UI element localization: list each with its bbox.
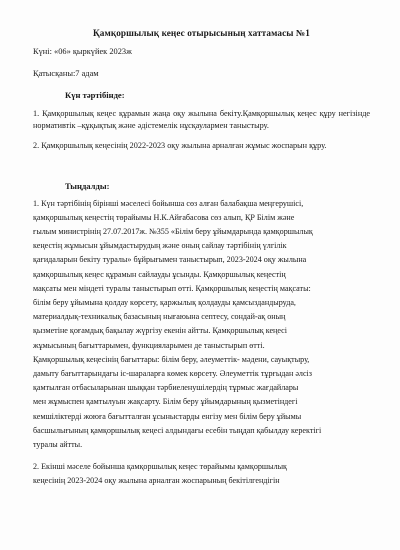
resolution-1-line: материалдық-техникалық базасының нығаюына септесу, сондай-ақ оның [33, 312, 286, 322]
resolution-1-line: дамыту бағыттарындағы іс-шараларға көмек көрсету. Әлеуметтік тұрғыдан әлсіз [33, 369, 313, 379]
resolution-1 [33, 197, 370, 453]
document-title: Қамқоршылық кеңес отырысының хаттамасы №1 [93, 28, 310, 38]
resolution-1-line: 1. Күн тәртібінің бірінші мәселесі бойынша сөз алған балабақша меңгерушісі, [33, 198, 304, 208]
resolution-1-line: білім беру ұйымына қолдау көрсету, қаржылық қолдауды қамсыздандыруда, [33, 298, 296, 308]
resolution-1-line: кемшіліктерді жоюға бағытталған ұсыныстарды енгізу мен білім беру ұйымы [33, 411, 302, 421]
agenda-item-1: 1. Қамқоршылық кеңес құрамын жаңа оқу жылына бекіту.Қамқоршылық кеңес құру негізінде нормативтік –құқықтық және әдістемелік нұсқаулармен таныстыру. [33, 109, 370, 131]
resolution-1-line: Қамқоршылық кеңесінің бағыттары: білім беру, әлеуметтік- мәдени, сауықтыру, [33, 354, 310, 364]
resolution-1-line: қамтылған отбасыларынан шыққан тәрбиеленушілердің тұрмыс жағдайлары [33, 383, 299, 393]
resolution-1-line: туралы айтты. [33, 440, 83, 450]
resolution-1-line: қамқоршылық кеңес құрамын сайлауды ұсынды. Қамқоршылық кеңестің [33, 269, 286, 279]
resolution-1-line: қамқоршылық кеңестің төрайымы Н.К.Айғабасова сөз алып, ҚР Білім және [33, 212, 295, 222]
resolution-2 [33, 460, 370, 488]
agenda-heading: Күн тәртібінде: [65, 90, 125, 100]
resolution-2-line: 2. Екінші мәселе бойынша қамқоршылық кеңес төрайымы қамқоршылық [33, 462, 287, 472]
date-line: Күні: «06» қыркүйек 2023ж [33, 47, 132, 56]
agenda-item-2: 2. Қамқоршылық кеңесінің 2022-2023 оқу жылына арналған жұмыс жоспарын құру. [33, 141, 327, 151]
resolution-1-line: басшылығының қамқоршылық кеңесі алдындағы есебін тыңдап қабылдау керектігі [33, 425, 322, 435]
resolution-1-line: ғылым министрінің 27.07.2017ж. №355 «Білім беру ұйымдарында қамқоршылық [33, 227, 313, 237]
resolution-1-line: мақсаты мен міндеті туралы таныстырып өтті. Қамқоршылық кеңестің мақсаты: [33, 283, 311, 293]
resolution-1-line: қызметіне қоғамдық бақылау жүргізу екенін айтты. Қамқоршылық кеңесі [33, 326, 288, 336]
resolutions-heading: Тыңдалды: [65, 180, 110, 191]
resolution-2-line: кеңесінің 2023-2024 оқу жылына арналған жоспарының бекітілгендігін [33, 476, 280, 486]
resolution-1-line: кеңестің жұмысын ұйымдастырудың және оның сайлау тәртібінің үлгілік [33, 241, 287, 251]
resolution-1-line: қағидаларын бекіту туралы» бұйрығымен таныстырып, 2023-2024 оқу жылына [33, 255, 307, 265]
attendance-line: Қатысқаны:7 адам [33, 69, 99, 78]
resolution-1-line: жұмысының бағыттарымен, функцияларымен де таныстырып өтті. [33, 340, 265, 350]
resolution-1-line: мен жұмыспен қамтылуын жақсарту. Білім беру ұйымдарының қызметіндегі [33, 397, 298, 407]
